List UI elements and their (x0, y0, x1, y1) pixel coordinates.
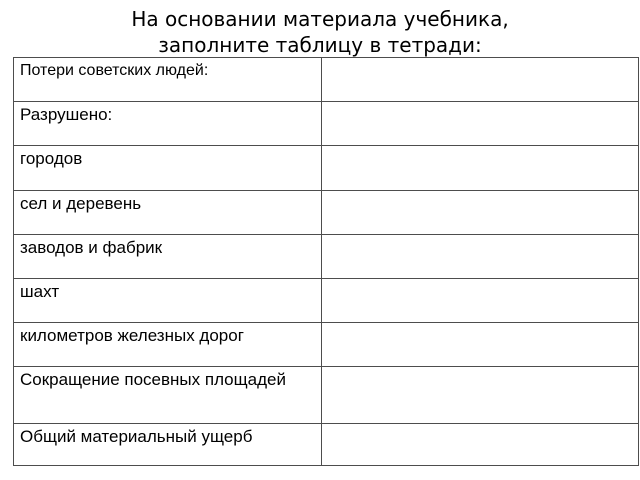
worksheet-title (0, 6, 640, 58)
answer-cell (322, 279, 639, 323)
table-row (14, 279, 639, 323)
answer-cell (322, 235, 639, 279)
table-row (14, 191, 639, 235)
answer-cell (322, 191, 639, 235)
damage-table (13, 57, 639, 466)
title-line-2: заполните таблицу в тетради: (158, 33, 482, 57)
row-label: заводов и фабрик (14, 235, 322, 279)
table-row (14, 323, 639, 367)
table-row (14, 58, 639, 102)
table-row (14, 367, 639, 424)
title-line-1: На основании материала учебника, (131, 7, 509, 31)
row-label: Разрушено: (14, 102, 322, 146)
answer-cell (322, 146, 639, 191)
table-row (14, 102, 639, 146)
row-label: километров железных дорог (14, 323, 322, 367)
answer-cell (322, 424, 639, 466)
row-label: сел и деревень (14, 191, 322, 235)
answer-cell (322, 367, 639, 424)
answer-cell (322, 102, 639, 146)
table-row (14, 424, 639, 466)
table-row (14, 235, 639, 279)
row-label: городов (14, 146, 322, 191)
row-label-text: Сокращение посевных площадей (20, 370, 286, 389)
row-label: Общий материальный ущерб (14, 424, 322, 466)
row-label: шахт (14, 279, 322, 323)
answer-cell (322, 58, 639, 102)
table-row (14, 146, 639, 191)
row-label (14, 367, 322, 424)
answer-cell (322, 323, 639, 367)
row-label: Потери советских людей: (14, 58, 322, 102)
